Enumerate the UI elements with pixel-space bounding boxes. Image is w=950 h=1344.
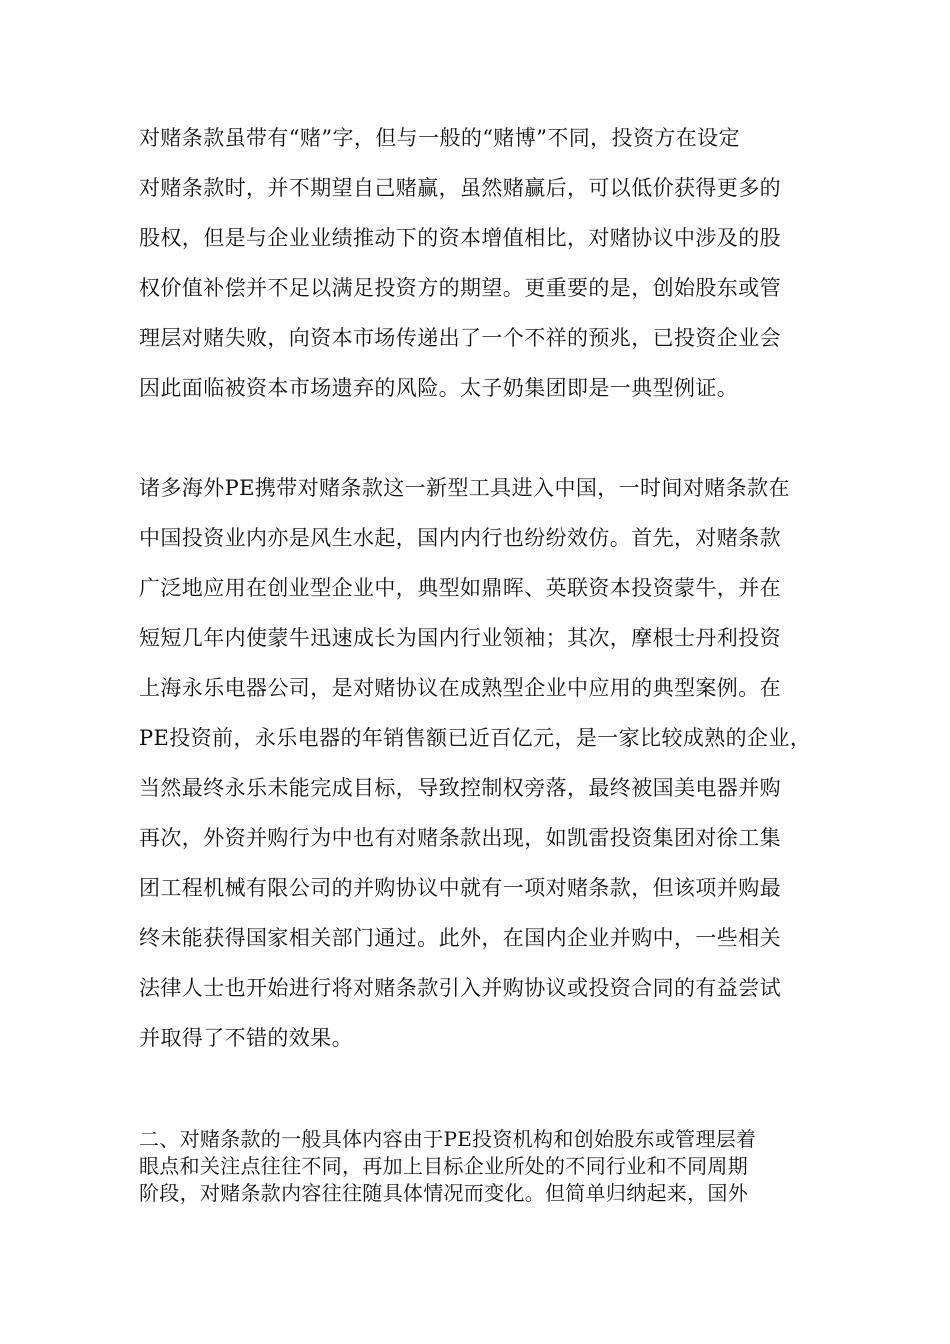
text-line: 团工程机械有限公司的并购协议中就有一项对赌条款，但该项并购最 [139, 876, 781, 900]
text-line: 上海永乐电器公司，是对赌协议在成熟型企业中应用的典型案例。在 [139, 676, 781, 700]
text-line: 诸多海外PE携带对赌条款这一新型工具进入中国，一时间对赌条款在 [139, 476, 790, 500]
text-line: 当然最终永乐未能完成目标，导致控制权旁落，最终被国美电器并购 [139, 776, 781, 800]
text-line: 再次，外资并购行为中也有对赌条款出现，如凯雷投资集团对徐工集 [139, 826, 781, 850]
text-line: 理层对赌失败，向资本市场传递出了一个不祥的预兆，已投资企业会 [139, 326, 781, 350]
text-line: 阶段，对赌条款内容往往随具体情况而变化。但简单归纳起来，国外 [139, 1181, 748, 1205]
text-line: 权价值补偿并不足以满足投资方的期望。更重要的是，创始股东或管 [139, 276, 781, 300]
text-line: 并取得了不错的效果。 [139, 1026, 353, 1050]
text-line: 股权，但是与企业业绩推动下的资本增值相比，对赌协议中涉及的股 [139, 226, 781, 250]
text-line: 对赌条款时，并不期望自己赌赢，虽然赌赢后，可以低价获得更多的 [139, 176, 781, 200]
text-line: 因此面临被资本市场遗弃的风险。太子奶集团即是一典型例证。 [139, 376, 739, 400]
text-line: 二、对赌条款的一般具体内容由于PE投资机构和创始股东或管理层着 [139, 1127, 757, 1151]
text-line: PE投资前，永乐电器的年销售额已近百亿元，是一家比较成熟的企业， [139, 726, 812, 750]
text-line: 短短几年内使蒙牛迅速成长为国内行业领袖；其次，摩根士丹利投资 [139, 626, 781, 650]
text-line: 终未能获得国家相关部门通过。此外，在国内企业并购中，一些相关 [139, 926, 781, 950]
text-line: 对赌条款虽带有“赌”字，但与一般的“赌博”不同，投资方在设定 [139, 126, 740, 150]
text-line: 广泛地应用在创业型企业中，典型如鼎晖、英联资本投资蒙牛，并在 [139, 576, 781, 600]
text-line: 法律人士也开始进行将对赌条款引入并购协议或投资合同的有益尝试 [139, 976, 781, 1000]
text-line: 中国投资业内亦是风生水起，国内内行也纷纷效仿。首先，对赌条款 [139, 526, 781, 550]
text-line: 眼点和关注点往往不同，再加上目标企业所处的不同行业和不同周期 [139, 1154, 748, 1178]
